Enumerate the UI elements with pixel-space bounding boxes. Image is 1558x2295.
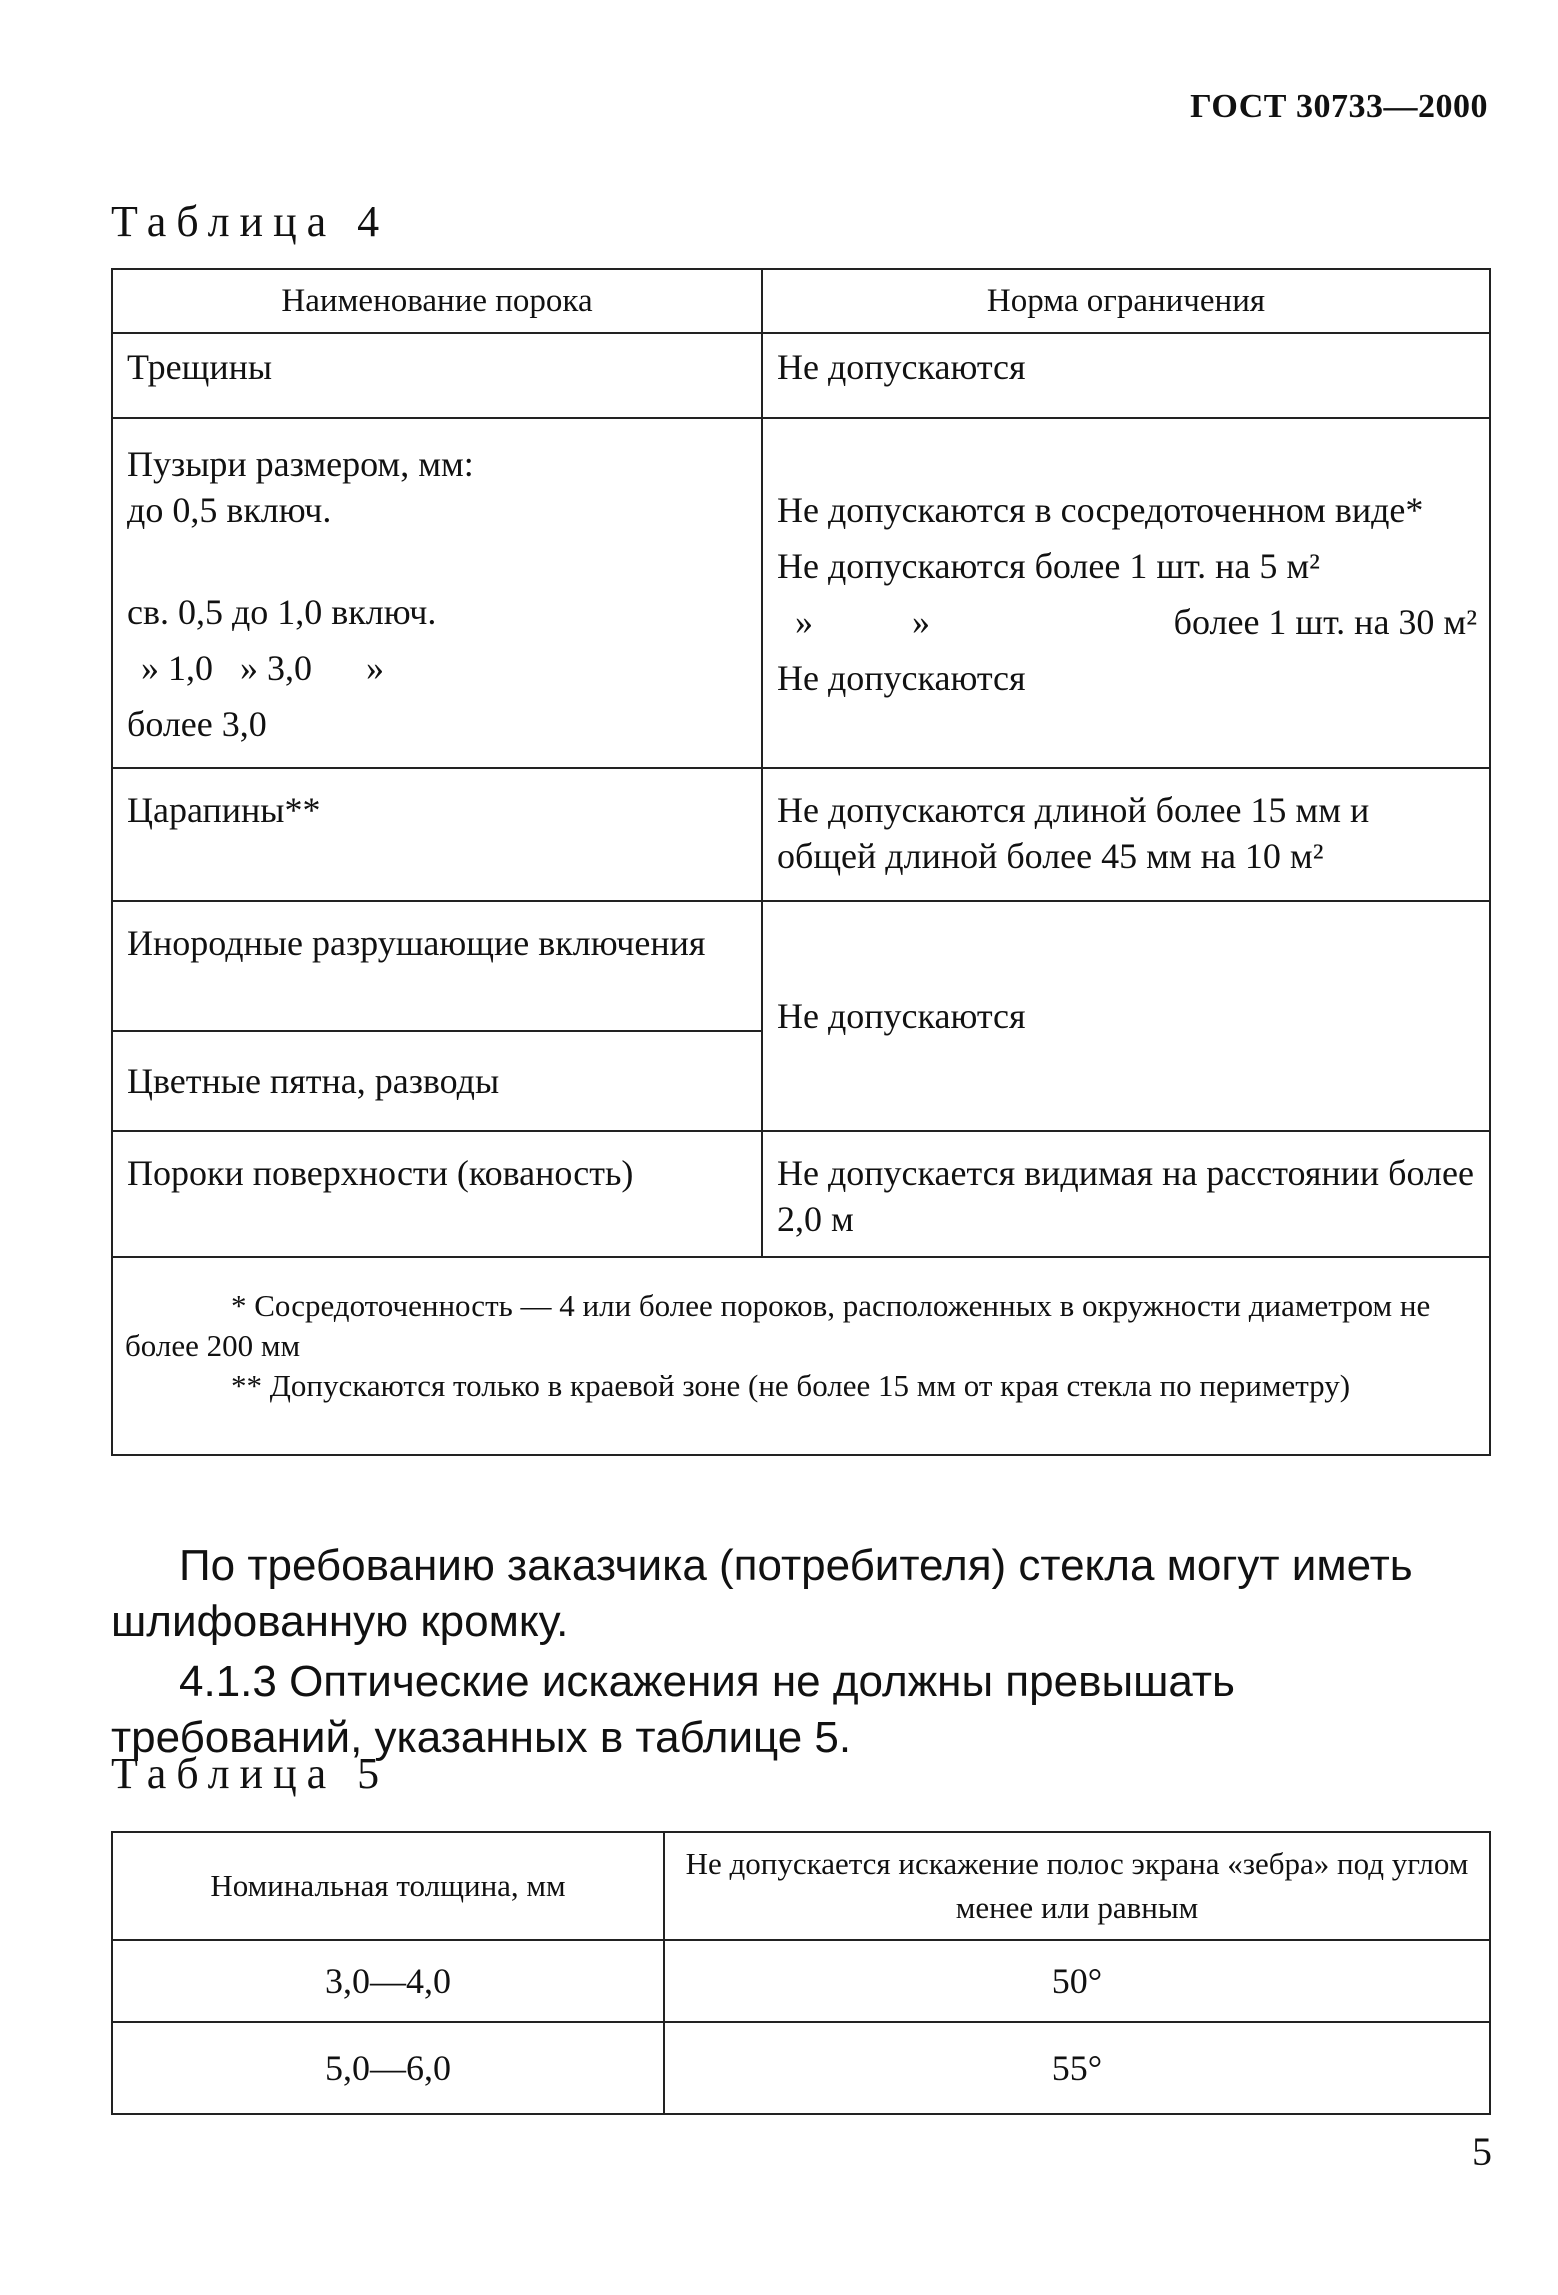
table4 [111,268,1491,1456]
table5-header-row [112,1832,1490,1940]
bubbles-norm-4: Не допускаются [777,658,1026,698]
table-row [112,901,1490,1031]
defect-cracks: Трещины [112,333,762,418]
ditto-marks: » » [795,602,930,642]
table-row [112,418,1490,768]
defect-inclusions: Инородные разрушающие включения [112,901,762,1031]
norm-scratches: Не допускаются длиной более 15 мм и общей длиной более 45 мм на 10 м² [762,768,1490,901]
table4-notes-row [112,1257,1490,1455]
table5-header-thickness: Номинальная толщина, мм [112,1832,664,1940]
table-row [112,333,1490,418]
bubbles-title: Пузыри размером, мм: [127,444,474,484]
paragraph-2: 4.1.3 Оптические искажения не должны превышать требований, указанных в таблице 5. [111,1657,1235,1762]
bubbles-norm-3-text: более 1 шт. на 30 м² [1173,602,1477,642]
norm-inclusions-stains: Не допускаются [762,901,1490,1131]
bubbles-size-1: до 0,5 включ. [127,490,332,530]
table5-header-distortion: Не допускается искажение полос экрана «зебра» под углом менее или равным [664,1832,1490,1940]
thickness-1: 3,0—4,0 [112,1940,664,2022]
bubbles-size-2: св. 0,5 до 1,0 включ. [127,592,437,632]
defect-scratches: Царапины** [112,768,762,901]
table4-title: Таблица 4 [111,197,390,246]
defect-surface: Пороки поверхности (кованость) [112,1131,762,1257]
angle-1: 50° [664,1940,1490,2022]
norm-cracks: Не допускаются [762,333,1490,418]
table5 [111,1831,1491,2115]
thickness-2: 5,0—6,0 [112,2022,664,2114]
table4-header-defect: Наименование порока [112,269,762,333]
norm-surface: Не допускается видимая на расстоянии более 2,0 м [762,1131,1490,1257]
table4-notes [112,1257,1490,1455]
bubbles-norm-3 [777,599,1477,645]
defect-stains: Цветные пятна, разводы [112,1031,762,1131]
table-row [112,2022,1490,2114]
table4-header-norm: Норма ограничения [762,269,1490,333]
bubbles-size-4: более 3,0 [127,704,267,744]
bubbles-norm-2: Не допускаются более 1 шт. на 5 м² [777,546,1320,586]
table-row [112,768,1490,901]
document-header-standard: ГОСТ 30733—2000 [1190,88,1488,125]
norm-bubbles [762,418,1490,768]
paragraph-1: По требованию заказчика (потребителя) стекла могут иметь шлифованную кромку. [111,1541,1413,1646]
angle-2: 55° [664,2022,1490,2114]
table-row [112,1131,1490,1257]
bubbles-size-3: » 1,0 » 3,0 » [141,648,384,688]
table4-header-row [112,269,1490,333]
note-1: * Сосредоточенность — 4 или более пороков, расположенных в окружности диаметром не более 200 мм [125,1288,1431,1363]
note-2: ** Допускаются только в краевой зоне (не более 15 мм от края стекла по периметру) [231,1368,1351,1403]
defect-bubbles [112,418,762,768]
bubbles-norm-1: Не допускаются в сосредоточенном виде* [777,490,1424,530]
table5-title: Таблица 5 [111,1749,390,1798]
table-row [112,1940,1490,2022]
body-text [111,1538,1491,1766]
page-number: 5 [1472,2129,1492,2174]
